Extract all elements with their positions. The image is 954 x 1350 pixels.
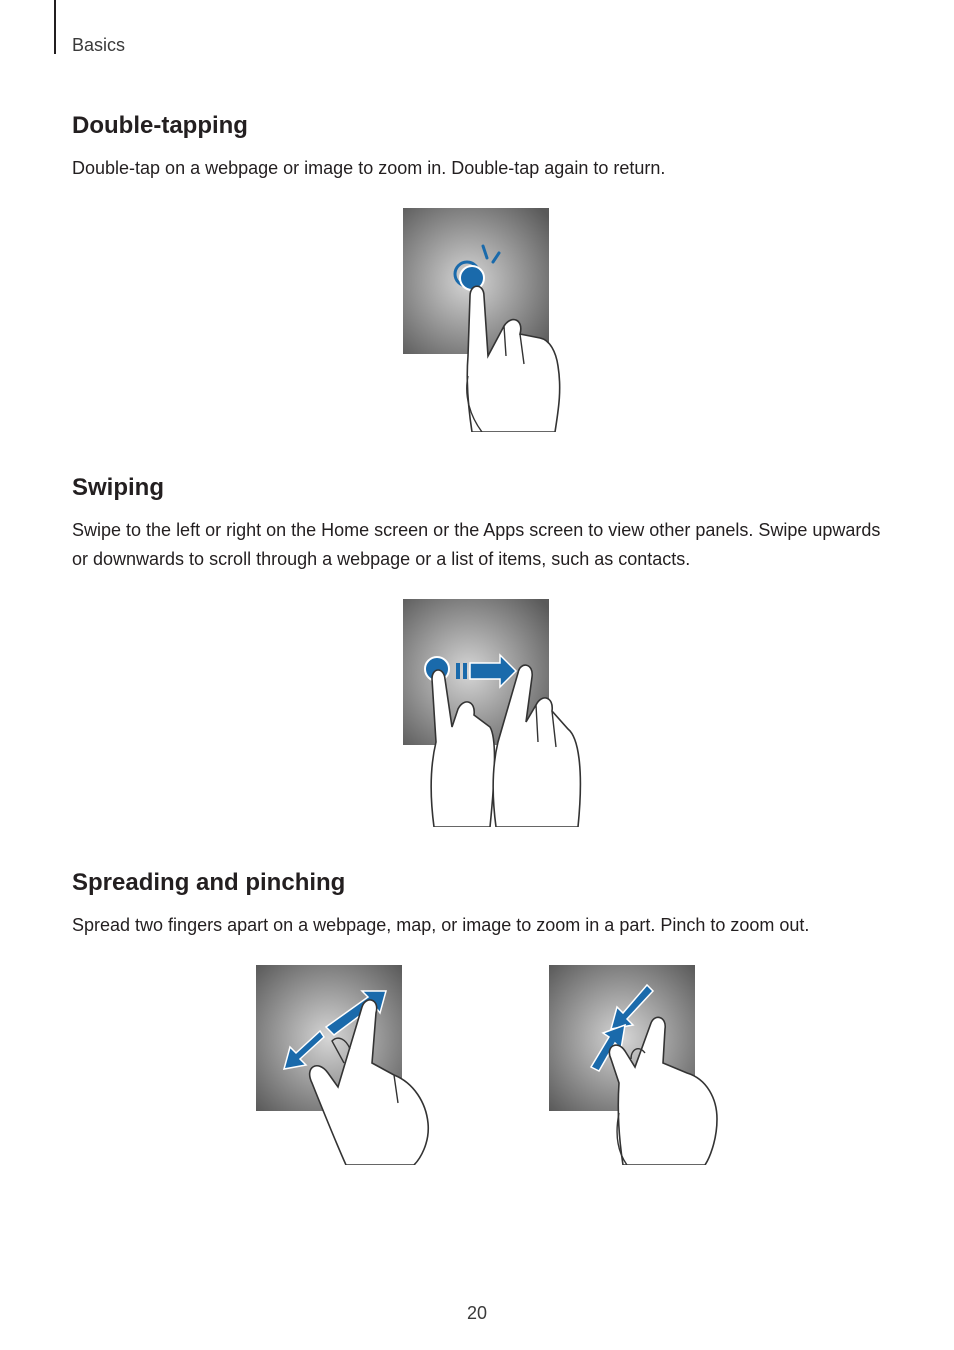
swipe-illustration bbox=[400, 597, 590, 827]
spreading-pinching-description: Spread two fingers apart on a webpage, map, or image to zoom in a part. Pinch to zoom out. bbox=[72, 915, 810, 935]
page-number: 20 bbox=[466, 1303, 488, 1323]
swiping-description: Swipe to the left or right on the Home screen or the Apps screen to view other panels. Swipe upwards or downwards to scroll through a webpage or a list of items, such as contacts. bbox=[72, 520, 881, 569]
section-header: Basics bbox=[72, 35, 126, 55]
double-tapping-title: Double-tapping bbox=[72, 112, 248, 139]
swiping-title: Swiping bbox=[72, 474, 164, 501]
spreading-pinching-title: Spreading and pinching bbox=[72, 869, 346, 896]
double-tap-illustration bbox=[400, 206, 570, 432]
pinch-illustration bbox=[547, 963, 727, 1165]
header-rule bbox=[54, 0, 56, 54]
spread-illustration bbox=[254, 963, 434, 1165]
double-tapping-description: Double-tap on a webpage or image to zoom in. Double-tap again to return. bbox=[72, 158, 666, 178]
